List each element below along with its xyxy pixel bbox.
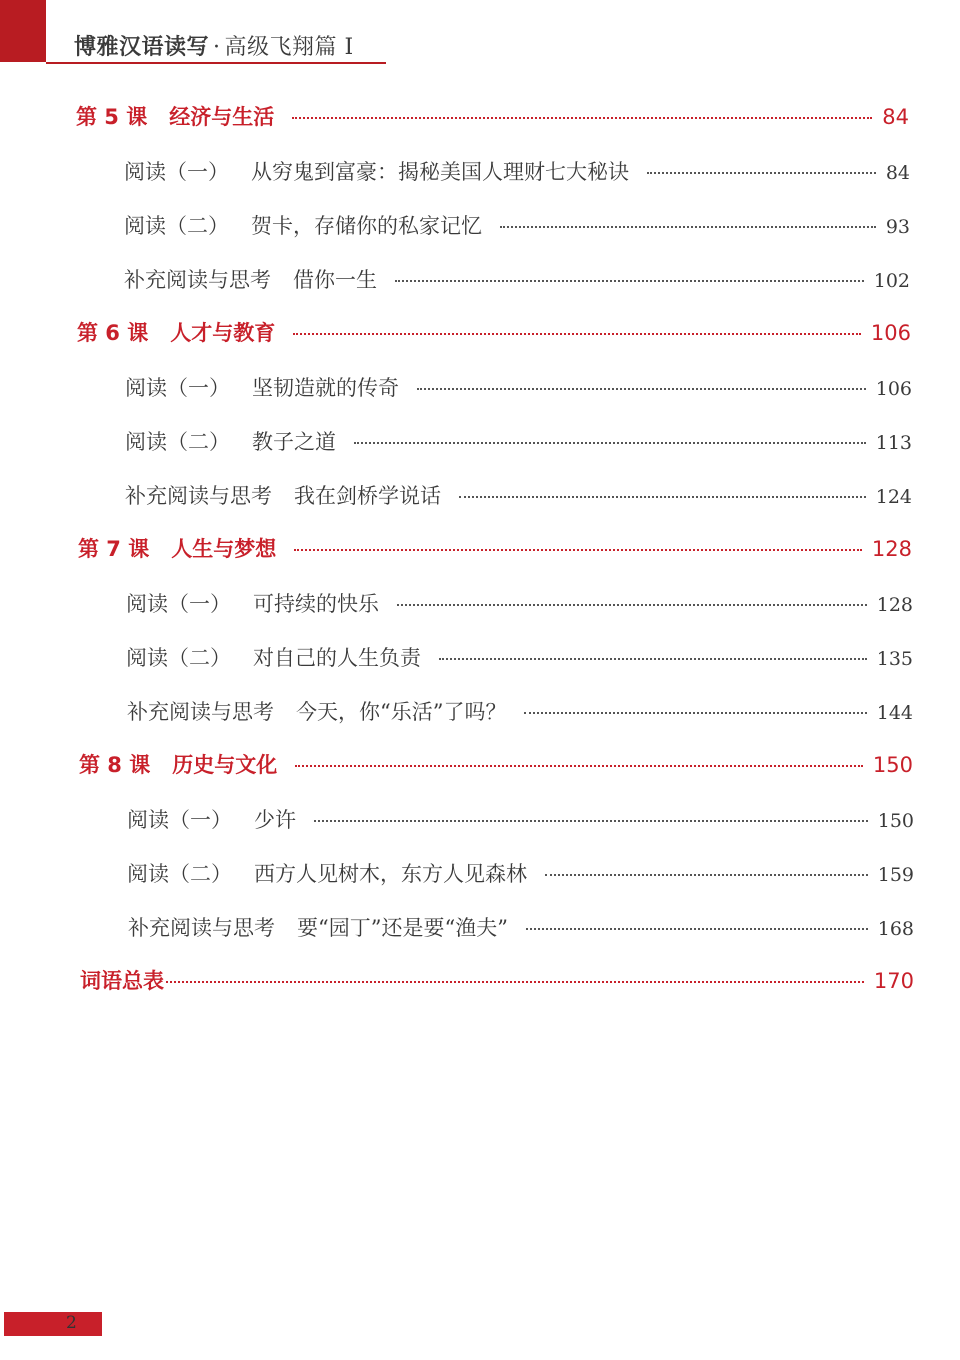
toc-entry[interactable] [126, 588, 913, 618]
dot-leader [397, 604, 867, 606]
entry-label: 阅读（二） [127, 862, 232, 886]
entry-title: 可持续的快乐 [253, 592, 379, 616]
dot-leader [166, 981, 864, 983]
lesson-number: 第 5 课 [76, 105, 148, 129]
toc-lesson-5[interactable] [76, 101, 909, 131]
entry-page: 84 [885, 162, 910, 184]
dot-leader [459, 496, 866, 498]
entry-title: 今天，你“乐活”了吗？ [296, 700, 507, 724]
dot-leader [293, 333, 861, 335]
lesson-title: 经济与生活 [169, 105, 275, 129]
dot-leader [545, 874, 868, 876]
lesson-title: 历史与文化 [172, 753, 278, 777]
dot-leader [314, 820, 868, 822]
entry-title: 借你一生 [293, 268, 377, 292]
dot-leader [294, 549, 862, 551]
lesson-number: 第 7 课 [78, 537, 150, 561]
toc-entry[interactable] [127, 804, 914, 834]
entry-page: 124 [875, 486, 912, 508]
dot-leader [354, 442, 866, 444]
entry-label: 阅读（一） [127, 808, 232, 832]
book-title [74, 30, 354, 61]
entry-label: 补充阅读与思考 [127, 700, 274, 724]
toc-entry[interactable] [125, 480, 912, 510]
book-title-sub: 高级飞翔篇 I [224, 35, 354, 60]
book-title-main: 博雅汉语读写 [74, 34, 210, 60]
entry-title: 少许 [254, 808, 296, 832]
lesson-page: 84 [882, 105, 909, 129]
dot-leader [295, 765, 863, 767]
toc-entry[interactable] [127, 696, 913, 726]
toc-vocabulary[interactable] [80, 965, 914, 995]
toc-entry[interactable] [128, 912, 914, 942]
entry-page: 159 [877, 864, 914, 886]
entry-title: 坚韧造就的传奇 [252, 376, 399, 400]
lesson-number: 第 8 课 [79, 753, 151, 777]
dot-leader [500, 226, 876, 228]
dot-leader [647, 172, 876, 174]
entry-page: 144 [876, 702, 913, 724]
lesson-number: 第 6 课 [77, 321, 149, 345]
entry-label: 阅读（二） [125, 430, 230, 454]
entry-page: 113 [875, 432, 912, 454]
lesson-title: 人生与梦想 [171, 537, 277, 561]
toc-lesson-7[interactable] [78, 533, 912, 563]
entry-page: 168 [877, 918, 914, 940]
entry-label: 补充阅读与思考 [128, 916, 275, 940]
entry-title: 对自己的人生负责 [253, 646, 421, 670]
entry-page: 93 [885, 216, 910, 238]
lesson-page: 128 [871, 537, 912, 561]
entry-label: 阅读（一） [126, 592, 231, 616]
toc-entry[interactable] [124, 210, 910, 240]
entry-page: 102 [873, 270, 910, 292]
entry-page: 135 [876, 648, 913, 670]
entry-title: 西方人见树木，东方人见森林 [254, 862, 527, 886]
entry-label: 补充阅读与思考 [125, 484, 272, 508]
entry-title: 贺卡，存储你的私家记忆 [251, 214, 482, 238]
toc-lesson-6[interactable] [77, 317, 911, 347]
dot-leader [526, 928, 868, 930]
toc-entry[interactable] [126, 642, 913, 672]
header-underline [46, 62, 386, 64]
entry-label: 补充阅读与思考 [124, 268, 271, 292]
vocabulary-title: 词语总表 [80, 969, 164, 993]
lesson-page: 150 [872, 753, 913, 777]
dot-leader [524, 712, 866, 714]
lesson-title: 人才与教育 [170, 321, 276, 345]
vocabulary-page: 170 [873, 969, 914, 993]
dot-leader [292, 117, 872, 119]
toc-entry[interactable] [125, 426, 912, 456]
toc-entry[interactable] [127, 858, 914, 888]
entry-page: 106 [875, 378, 912, 400]
footer-page-bar [4, 1312, 102, 1336]
header-corner-block [0, 0, 46, 62]
dot-leader [439, 658, 867, 660]
entry-page: 128 [876, 594, 913, 616]
entry-label: 阅读（一） [125, 376, 230, 400]
entry-title: 我在剑桥学说话 [294, 484, 441, 508]
toc-lesson-8[interactable] [79, 749, 913, 779]
entry-title: 要“园丁”还是要“渔夫” [297, 916, 508, 940]
page-number: 2 [66, 1313, 77, 1333]
book-title-separator: · [213, 35, 221, 60]
dot-leader [395, 280, 864, 282]
entry-page: 150 [877, 810, 914, 832]
entry-label: 阅读（二） [126, 646, 231, 670]
lesson-page: 106 [870, 321, 911, 345]
entry-label: 阅读（一） [124, 160, 229, 184]
toc-entry[interactable] [125, 372, 912, 402]
dot-leader [417, 388, 866, 390]
toc-entry[interactable] [124, 156, 910, 186]
entry-label: 阅读（二） [124, 214, 229, 238]
entry-title: 教子之道 [252, 430, 336, 454]
entry-title: 从穷鬼到富豪：揭秘美国人理财七大秘诀 [251, 160, 629, 184]
toc-entry[interactable] [124, 264, 910, 294]
